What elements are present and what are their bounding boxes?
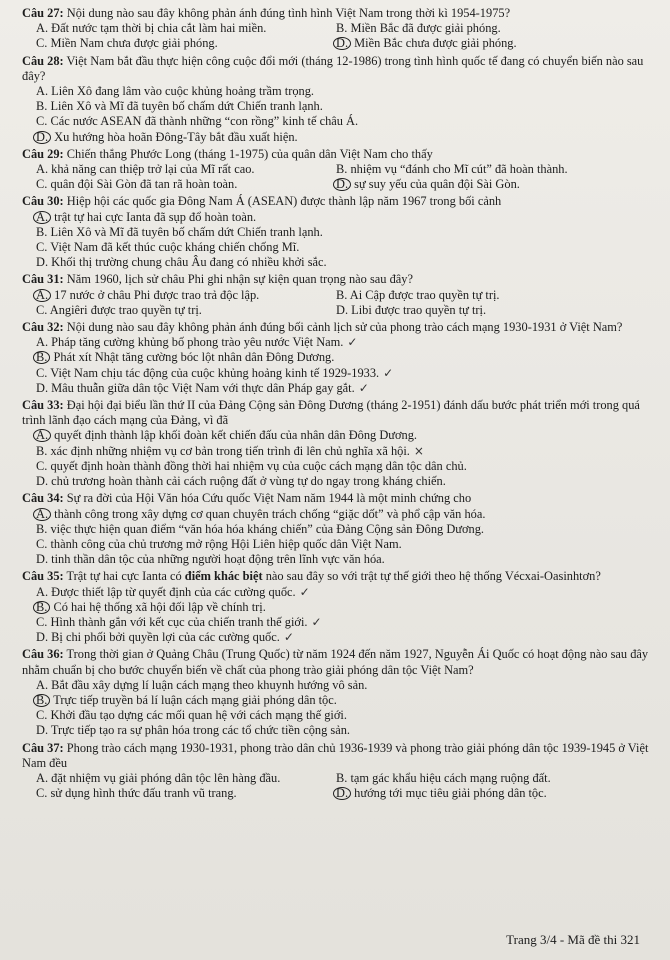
question-text: Nội dung nào sau đây không phản ánh đúng bối cảnh lịch sử của phong trào cách mạng 1930-1931 ở Việt Nam? bbox=[66, 320, 623, 335]
check-mark-icon: ✓ bbox=[347, 335, 358, 350]
option-d: D. Khối thị trường chung châu Âu đang có nhiều khởi sắc. bbox=[36, 255, 327, 270]
question-label: Câu 36: bbox=[22, 647, 64, 662]
option-a: A. đặt nhiệm vụ giải phóng dân tộc lên hàng đầu. bbox=[36, 770, 281, 785]
option-c: C. Khởi đầu tạo dựng các mối quan hệ với cách mạng thế giới. bbox=[36, 708, 347, 723]
options-row bbox=[22, 21, 656, 36]
options-row bbox=[22, 288, 656, 303]
option-b: B. việc thực hiện quan điểm “văn hóa hóa kháng chiến” của Đảng Cộng sản Đông Dương. bbox=[36, 521, 485, 536]
answer-circle: A. bbox=[33, 211, 51, 224]
option-d: D. Xu hướng hòa hoãn Đông-Tây bắt đầu xuất hiện. bbox=[22, 130, 656, 145]
options-row bbox=[22, 303, 656, 318]
answer-circle: A. bbox=[33, 508, 51, 521]
page-footer: Trang 3/4 - Mã đề thi 321 bbox=[506, 932, 640, 947]
answer-circle: D. bbox=[333, 178, 351, 191]
question-emphasis: điểm khác biệt bbox=[184, 569, 263, 584]
question-text: Việt Nam bắt đầu thực hiện công cuộc đổi mới (tháng 12-1986) trong tình hình quốc tế đang có chuyển biến nào sau đây? bbox=[22, 53, 644, 83]
question-text: Phong trào cách mạng 1930-1931, phong trào dân chủ 1936-1939 và phong trào giải phóng dân tộc 1939-1945 ở Việt Nam đều bbox=[22, 740, 649, 770]
options-row bbox=[22, 36, 656, 51]
option-b: B. nhiệm vụ “đánh cho Mĩ cút” đã hoàn thành. bbox=[336, 162, 568, 177]
answer-circle: B. bbox=[33, 351, 50, 364]
question-34 bbox=[22, 491, 656, 506]
question-label: Câu 31: bbox=[22, 272, 64, 287]
options-row bbox=[22, 771, 656, 786]
question-text: nào sau đây so với trật tự thế giới theo hệ thống Vécxai-Oasinhtơn? bbox=[262, 569, 601, 584]
answer-circle: A. bbox=[33, 289, 51, 302]
check-mark-icon: ✓ bbox=[311, 614, 322, 629]
question-label: Câu 28: bbox=[22, 53, 64, 68]
question-text: Trong thời gian ở Quảng Châu (Trung Quốc) từ năm 1924 đến năm 1927, Nguyễn Ái Quốc có hoạt động nào sau đây nhằm chuẩn bị cho bước chuyển biến về chất của phong trào giải phóng dân tộc Việt Nam? bbox=[22, 647, 649, 677]
answer-circle: A. bbox=[33, 429, 51, 442]
option-b: B. Miền Bắc đã được giải phóng. bbox=[336, 21, 501, 36]
option-d: D. sự suy yếu của quân đội Sài Gòn. bbox=[336, 177, 520, 192]
check-mark-icon: ✓ bbox=[299, 584, 310, 599]
option-a: A. thành công trong xây dựng cơ quan chuyên trách chống “giặc dốt” và phổ cập văn hóa. bbox=[22, 507, 656, 522]
options-row bbox=[22, 177, 656, 192]
answer-circle: B. bbox=[33, 601, 50, 614]
question-label: Câu 32: bbox=[22, 320, 64, 335]
question-29 bbox=[22, 147, 656, 162]
question-label: Câu 34: bbox=[22, 491, 64, 506]
option-b: B. Trực tiếp truyền bá lí luận cách mạng giải phóng dân tộc. bbox=[22, 693, 656, 708]
option-b: B. Có hai hệ thống xã hội đối lập về chính trị. bbox=[22, 600, 656, 615]
question-30 bbox=[22, 194, 656, 209]
option-d: D. chủ trương hoàn thành cải cách ruộng đất ở vùng tự do ngay trong kháng chiến. bbox=[36, 474, 446, 489]
question-label: Câu 30: bbox=[22, 194, 64, 209]
answer-circle: D. bbox=[333, 37, 351, 50]
option-a: A. Liên Xô đang lâm vào cuộc khủng hoảng trầm trọng. bbox=[36, 84, 315, 99]
question-text: Chiến thắng Phước Long (tháng 1-1975) của quân dân Việt Nam cho thấy bbox=[66, 146, 433, 161]
check-mark-icon: ✓ bbox=[283, 630, 294, 645]
options-row bbox=[22, 162, 656, 177]
option-a: A. Được thiết lập từ quyết định của các cường quốc. ✓ bbox=[36, 584, 310, 599]
option-b: B. tạm gác khẩu hiệu cách mạng ruộng đất. bbox=[336, 770, 551, 785]
option-c: C. Hình thành gắn với kết cục của chiến tranh thế giới. ✓ bbox=[36, 614, 322, 629]
question-35 bbox=[22, 569, 656, 584]
question-label: Câu 37: bbox=[22, 740, 64, 755]
option-a: A. quyết định thành lập khối đoàn kết chiến đấu của nhân dân Đông Dương. bbox=[22, 428, 656, 443]
option-d: D. Mâu thuẫn giữa dân tộc Việt Nam với thực dân Pháp gay gắt. ✓ bbox=[36, 380, 369, 395]
option-a: A. trật tự hai cực Ianta đã sụp đổ hoàn toàn. bbox=[22, 210, 656, 225]
answer-circle: B. bbox=[33, 694, 50, 707]
option-c: C. sử dụng hình thức đấu tranh vũ trang. bbox=[36, 786, 237, 801]
question-label: Câu 33: bbox=[22, 398, 64, 413]
option-b: B. Liên Xô và Mĩ đã tuyên bố chấm dứt Chiến tranh lạnh. bbox=[36, 99, 323, 114]
option-b: B. xác định những nhiệm vụ cơ bản trong tiến trình đi lên chủ nghĩa xã hội. × bbox=[36, 443, 424, 458]
option-c: C. quân đội Sài Gòn đã tan rã hoàn toàn. bbox=[36, 177, 238, 192]
option-b: B. Phát xít Nhật tăng cường bóc lột nhân dân Đông Dương. bbox=[22, 350, 656, 365]
option-d: D. Libi được trao quyền tự trị. bbox=[336, 302, 487, 317]
check-mark-icon: ✓ bbox=[383, 365, 394, 380]
question-text: Nội dung nào sau đây không phản ánh đúng tình hình Việt Nam trong thời kì 1954-1975? bbox=[66, 6, 511, 20]
option-c: C. Miền Nam chưa được giải phóng. bbox=[36, 36, 218, 51]
option-b: B. Ai Cập được trao quyền tự trị. bbox=[336, 287, 500, 302]
option-c: C. Các nước ASEAN đã thành những “con rồng” kinh tế châu Á. bbox=[36, 114, 359, 129]
option-c: C. Angiêri được trao quyền tự trị. bbox=[36, 302, 202, 317]
question-label: Câu 29: bbox=[22, 146, 64, 161]
question-text: Hiệp hội các quốc gia Đông Nam Á (ASEAN) được thành lập năm 1967 trong bối cảnh bbox=[66, 194, 502, 209]
option-a: A. Đất nước tạm thời bị chia cắt làm hai miền. bbox=[36, 21, 267, 36]
question-label: Câu 35: bbox=[22, 569, 64, 584]
question-33 bbox=[22, 398, 656, 428]
cross-mark-icon: × bbox=[413, 443, 424, 458]
option-c: C. Việt Nam đã kết thúc cuộc kháng chiến chống Mĩ. bbox=[36, 240, 300, 255]
answer-circle: D. bbox=[333, 787, 351, 800]
option-c: C. thành công của chủ trương mở rộng Hội Liên hiệp quốc dân Việt Nam. bbox=[36, 536, 402, 551]
question-27 bbox=[22, 6, 656, 21]
options-row bbox=[22, 786, 656, 801]
option-d: D. Miền Bắc chưa được giải phóng. bbox=[336, 36, 517, 51]
question-32 bbox=[22, 320, 656, 335]
option-c: C. quyết định hoàn thành đồng thời hai nhiệm vụ của cuộc cách mạng dân tộc dân chủ. bbox=[36, 458, 467, 473]
option-b: B. Liên Xô và Mĩ đã tuyên bố chấm dứt Chiến tranh lạnh. bbox=[36, 224, 323, 239]
option-a: A. Bắt đầu xây dựng lí luận cách mạng theo khuynh hướng vô sản. bbox=[36, 677, 368, 692]
option-d: D. Bị chi phối bởi quyền lợi của các cường quốc. ✓ bbox=[36, 630, 294, 645]
option-a: A. 17 nước ở châu Phi được trao trả độc lập. bbox=[36, 288, 336, 303]
option-d: D. Trực tiếp tạo ra sự phân hóa trong các tổ chức tiền cộng sản. bbox=[36, 723, 351, 738]
answer-circle: D. bbox=[33, 131, 51, 144]
check-mark-icon: ✓ bbox=[358, 380, 369, 395]
option-a: A. khả năng can thiệp trở lại của Mĩ rất cao. bbox=[36, 162, 255, 177]
question-36 bbox=[22, 647, 656, 677]
option-a: A. Pháp tăng cường khủng bố phong trào yêu nước Việt Nam. ✓ bbox=[36, 335, 358, 350]
question-text: Đại hội đại biểu lần thứ II của Đảng Cộng sản Đông Dương (tháng 2-1951) đánh dấu bước phát triển mới trong quá trình lãnh đạo cách mạng của Đảng, vì đã bbox=[22, 398, 640, 428]
question-text: Trật tự hai cực Ianta có bbox=[66, 569, 185, 584]
question-text: Sự ra đời của Hội Văn hóa Cứu quốc Việt Nam năm 1944 là một minh chứng cho bbox=[66, 491, 472, 506]
question-31 bbox=[22, 272, 656, 287]
question-text: Năm 1960, lịch sử châu Phi ghi nhận sự kiện quan trọng nào sau đây? bbox=[66, 272, 413, 287]
question-37 bbox=[22, 741, 656, 771]
question-28 bbox=[22, 54, 656, 84]
option-d: D. tinh thần dân tộc của những người hoạt động trên lĩnh vực văn hóa. bbox=[36, 552, 385, 567]
option-d: D. hướng tới mục tiêu giải phóng dân tộc. bbox=[336, 786, 547, 801]
question-label: Câu 27: bbox=[22, 6, 64, 20]
option-c: C. Việt Nam chịu tác động của cuộc khủng hoảng kinh tế 1929-1933. ✓ bbox=[36, 365, 394, 380]
